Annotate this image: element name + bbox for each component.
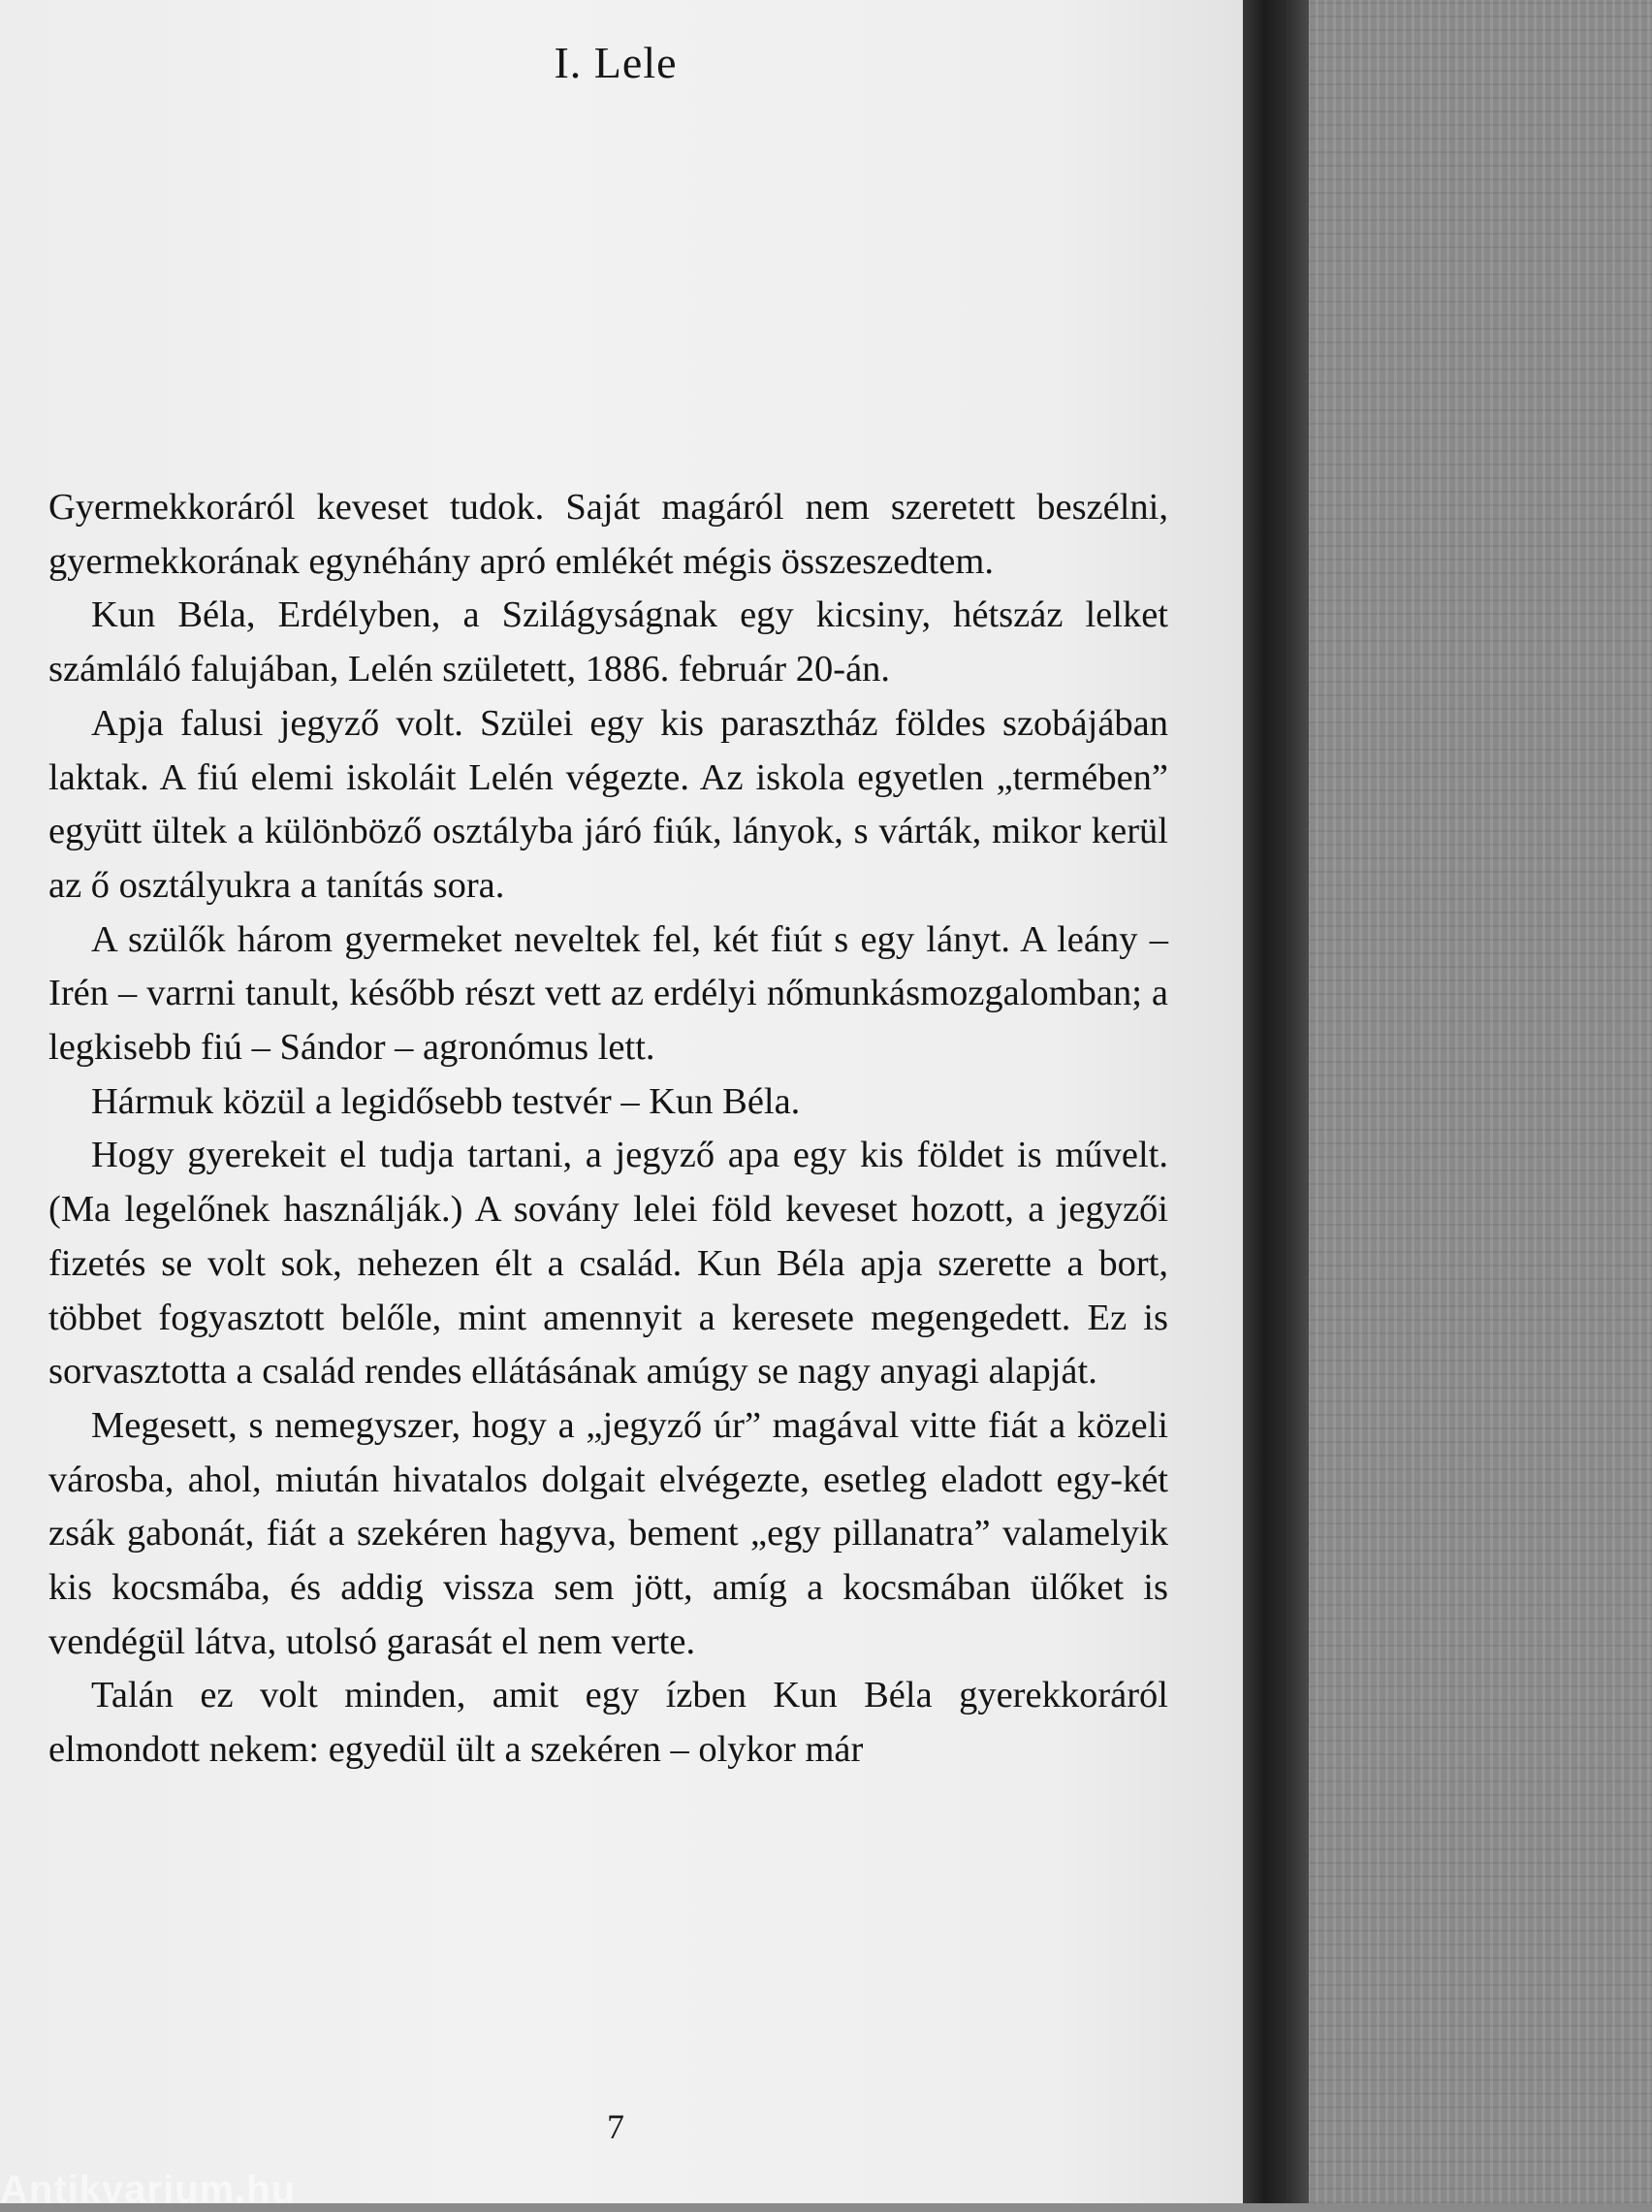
page-number: 7	[607, 2107, 624, 2146]
paragraph: Kun Béla, Erdélyben, a Szilágyságnak egy kicsiny, hétszáz lelket számláló falujában, Lelén született, 1886. február 20-án.	[48, 594, 1168, 690]
paragraph: A szülők három gyermeket neveltek fel, két fiút s egy lányt. A leány – Irén – varrni tanult, később részt vett az erdélyi nőmunkásmozgalomban; a legkisebb fiú – Sándor – agronómus lett.	[48, 918, 1168, 1069]
paragraph: Hogy gyerekeit el tudja tartani, a jegyző apa egy kis földet is művelt. (Ma legelőnek használják.) A sovány lelei föld keveset hozott, a jegyzői fizetés se volt sok, nehezen élt a család. Kun Béla apja szerette a bort, többet fogyasztott belőle, mint amennyit a keresete megengedett. Ez is sorvasztotta a család rendes ellátásának amúgy se nagy anyagi alapját.	[48, 1135, 1168, 1393]
chapter-title: I. Lele	[554, 38, 678, 87]
background-wall	[1289, 0, 1652, 2203]
watermark: Antikvarium.hu	[0, 2168, 297, 2211]
book-spine	[1241, 0, 1309, 2203]
paragraph: Apja falusi jegyző volt. Szülei egy kis parasztház földes szobájában laktak. A fiú elemi iskoláit Lelén végezte. Az iskola egyetlen „termében” együtt ültek a különböző osztályba járó fiúk, lányok, s várták, mikor kerül az ő osztályukra a tanítás sora.	[48, 702, 1168, 906]
paragraph: Hármuk közül a legidősebb testvér – Kun Béla.	[91, 1080, 801, 1122]
paragraph: Talán ez volt minden, amit egy ízben Kun Béla gyerekkoráról elmondott nekem: egyedül ült a szekéren – olykor már	[48, 1675, 1168, 1771]
body-text	[48, 481, 1168, 1778]
paragraph: Gyermekkoráról keveset tudok. Saját magáról nem szeretett beszélni, gyermekkorának egynéhány apró emlékét mégis összeszedtem.	[48, 487, 1168, 582]
paragraph: Megesett, s nemegyszer, hogy a „jegyző úr” magával vitte fiát a közeli városba, ahol, miután hivatalos dolgait elvégezte, esetleg eladott egy-két zsák gabonát, fiát a szekéren hagyva, bement „egy pillanatra” valamelyik kis kocsmába, és addig vissza sem jött, amíg a kocsmában ülőket is vendégül látva, utolsó garasát el nem verte.	[48, 1404, 1168, 1662]
